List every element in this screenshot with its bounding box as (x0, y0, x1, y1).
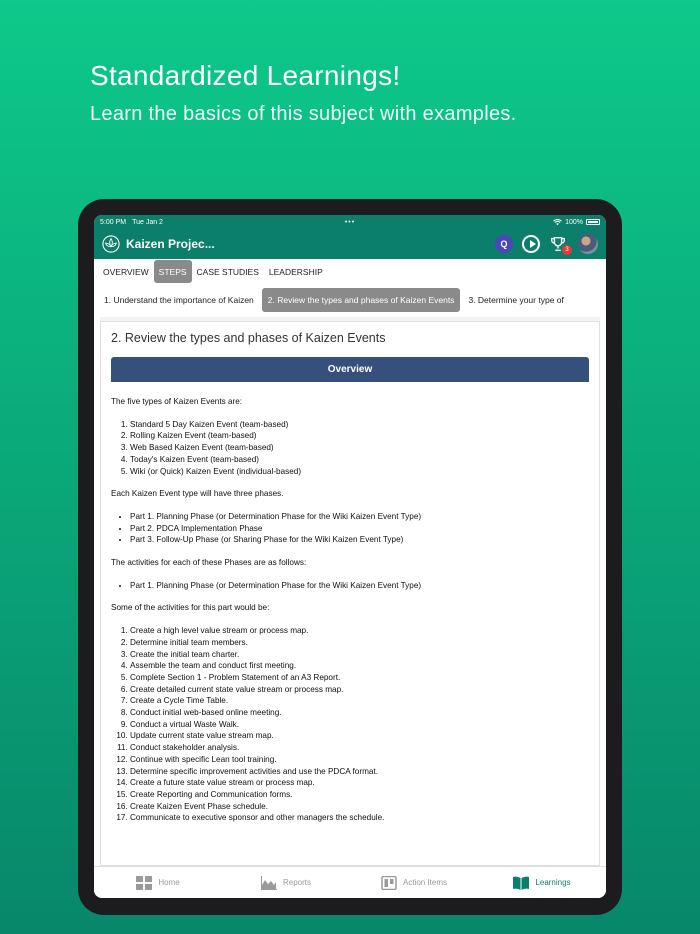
part1-list (130, 580, 589, 592)
list-item: 1. Standard 5 Day Kaizen Event (team-based) (130, 419, 589, 431)
list-item: 6. Create detailed current state value stream or process map. (130, 684, 589, 696)
list-item: 5. Wiki (or Quick) Kaizen Event (individual-based) (130, 466, 589, 478)
list-item: 2. Rolling Kaizen Event (team-based) (130, 430, 589, 442)
promo-title: Standardized Learnings! (90, 60, 401, 91)
list-item: 12. Continue with specific Lean tool training. (130, 754, 589, 766)
wifi-icon (553, 219, 562, 226)
list-item: 10. Update current state value stream map. (130, 730, 589, 742)
multitask-dots[interactable]: ••• (344, 218, 356, 226)
tab-case-studies[interactable]: CASE STUDIES (196, 266, 259, 277)
bottom-tab-bar (94, 866, 606, 898)
kanban-icon (381, 876, 397, 890)
battery-icon (586, 219, 600, 225)
list-item: 15. Create Reporting and Communication forms. (130, 789, 589, 801)
book-icon (513, 876, 529, 890)
activities-list (130, 625, 589, 824)
activities-intro-text: The activities for each of these Phases are as follows: (111, 558, 307, 568)
step-2[interactable]: 2. Review the types and phases of Kaizen Events (262, 288, 461, 312)
status-date: Tue Jan 2 (132, 218, 163, 226)
status-time: 5:00 PM (100, 218, 127, 226)
list-item: 7. Create a Cycle Time Table. (130, 695, 589, 707)
q-button[interactable]: Q (495, 235, 513, 253)
nav-home-label: Home (158, 878, 180, 887)
home-grid-icon (136, 876, 152, 890)
nav-action-items-label: Action Items (402, 878, 447, 887)
tab-overview[interactable]: OVERVIEW (103, 266, 149, 277)
app-screen (94, 215, 606, 898)
list-item: 3. Create the initial team charter. (130, 649, 589, 661)
battery-percent: 100% (565, 218, 583, 226)
list-item: 5. Complete Section 1 - Problem Statement of an A3 Report. (130, 672, 589, 684)
area-chart-icon (261, 876, 277, 890)
step-content-card[interactable] (100, 321, 600, 866)
nav-home[interactable] (94, 867, 222, 898)
overview-section-header[interactable]: Overview (111, 357, 589, 382)
list-item: 9. Conduct a virtual Waste Walk. (130, 719, 589, 731)
nav-action-items[interactable] (350, 867, 478, 898)
content-area (100, 317, 600, 866)
step-heading: 2. Review the types and phases of Kaizen Events (111, 331, 386, 345)
lotus-logo-icon (102, 235, 120, 253)
tab-leadership[interactable]: LEADERSHIP (268, 266, 323, 277)
app-bar (94, 229, 606, 259)
app-title[interactable]: Kaizen Projec... (126, 237, 215, 251)
nav-reports[interactable] (222, 867, 350, 898)
list-item: 3. Web Based Kaizen Event (team-based) (130, 442, 589, 454)
status-bar (94, 215, 606, 229)
nav-learnings-label: Learnings (535, 878, 571, 887)
list-item: 14. Create a future state value stream or process map. (130, 777, 589, 789)
step-3[interactable]: 3. Determine your type of (468, 295, 564, 305)
phases-intro-text: Each Kaizen Event type will have three phases. (111, 489, 284, 499)
step-1[interactable]: 1. Understand the importance of Kaizen (104, 295, 254, 305)
types-list (130, 419, 589, 478)
list-item: 16. Create Kaizen Event Phase schedule. (130, 801, 589, 813)
trophy-count-badge: 3 (562, 245, 572, 255)
play-icon[interactable] (522, 235, 540, 253)
list-item: • Part 3. Follow-Up Phase (or Sharing Phase for the Wiki Kaizen Event Type) (130, 534, 589, 546)
intro-text: The five types of Kaizen Events are: (111, 397, 243, 406)
promo-subtitle: Learn the basics of this subject with examples. (90, 103, 517, 125)
trophy-button[interactable] (549, 235, 569, 253)
some-activities-text: Some of the activities for this part would be: (111, 603, 270, 613)
list-item: • Part 2. PDCA Implementation Phase (130, 523, 589, 535)
step-selector (94, 284, 606, 316)
list-item: • Part 1. Planning Phase (or Determination Phase for the Wiki Kaizen Event Type) (130, 580, 589, 592)
list-item: 4. Assemble the team and conduct first meeting. (130, 660, 589, 672)
list-item: 17. Communicate to executive sponsor and other managers the schedule. (130, 812, 589, 824)
list-item: 11. Conduct stakeholder analysis. (130, 742, 589, 754)
avatar[interactable] (578, 234, 598, 254)
nav-learnings[interactable] (478, 867, 606, 898)
list-item: • Part 1. Planning Phase (or Determination Phase for the Wiki Kaizen Event Type) (130, 511, 589, 523)
list-item: 2. Determine initial team members. (130, 637, 589, 649)
list-item: 8. Conduct initial web-based online meeting. (130, 707, 589, 719)
section-tabs (94, 259, 606, 284)
list-item: 13. Determine specific improvement activities and use the PDCA format. (130, 766, 589, 778)
list-item: 1. Create a high level value stream or process map. (130, 625, 589, 637)
phases-list (130, 511, 589, 546)
nav-reports-label: Reports (282, 878, 311, 887)
list-item: 4. Today's Kaizen Event (team-based) (130, 454, 589, 466)
tab-steps[interactable]: STEPS (154, 260, 192, 283)
